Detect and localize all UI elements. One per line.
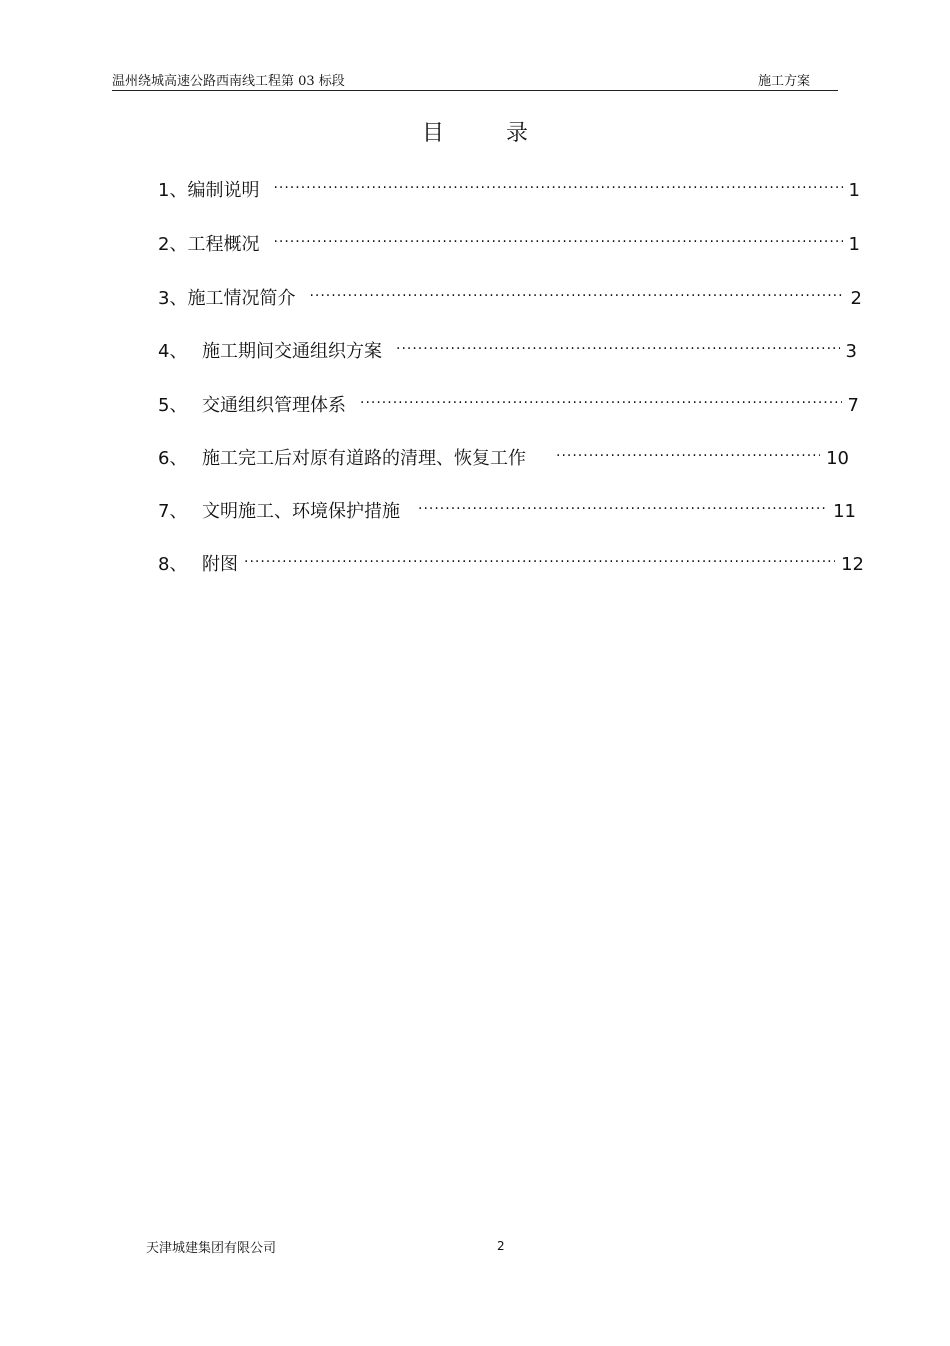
toc-entry-page: 12 <box>841 554 864 575</box>
toc-entry-page: 3 <box>845 341 857 362</box>
toc-dot-leader <box>418 497 827 517</box>
toc-entry-title: 编制说明 <box>187 180 260 201</box>
toc-entry-title: 施工期间交通组织方案 <box>202 341 382 362</box>
toc-entry[interactable] <box>158 337 857 363</box>
toc-entry-page: 1 <box>848 180 860 201</box>
toc-title: 目录 <box>421 121 590 146</box>
footer-company-name: 天津城建集团有限公司 <box>146 1241 277 1256</box>
toc-dot-leader <box>556 444 820 464</box>
toc-entry-title: 施工情况简介 <box>187 288 296 309</box>
header-document-type: 施工方案 <box>757 74 810 89</box>
toc-entry[interactable] <box>158 444 849 470</box>
toc-entry[interactable] <box>158 391 859 417</box>
toc-entry-number: 6、 <box>158 448 188 469</box>
toc-entry-number: 3、 <box>158 288 188 309</box>
toc-entry[interactable] <box>158 284 862 310</box>
toc-entry-title: 附图 <box>202 554 238 575</box>
toc-dot-leader <box>309 284 844 304</box>
toc-dot-leader <box>244 550 835 570</box>
toc-entry-title: 交通组织管理体系 <box>202 395 346 416</box>
toc-entry-page: 1 <box>848 234 860 255</box>
toc-dot-leader <box>396 337 840 357</box>
page-header <box>112 68 838 91</box>
toc-dot-leader <box>360 391 842 411</box>
toc-entry[interactable] <box>158 176 860 202</box>
toc-dot-leader <box>273 176 842 196</box>
toc-entry[interactable] <box>158 497 856 523</box>
footer-page-number: 2 <box>497 1239 505 1253</box>
toc-dot-leader <box>273 230 842 250</box>
toc-entry-number: 5、 <box>158 395 188 416</box>
toc-entry-title: 施工完工后对原有道路的清理、恢复工作 <box>202 448 526 469</box>
toc-entry-title: 工程概况 <box>187 234 260 255</box>
toc-entry-number: 8、 <box>158 554 188 575</box>
toc-entry-page: 7 <box>847 395 859 416</box>
toc-entry-number: 1、 <box>158 180 188 201</box>
toc-entry-number: 4、 <box>158 341 188 362</box>
toc-entry-title: 文明施工、环境保护措施 <box>202 501 400 522</box>
toc-entry-number: 7、 <box>158 501 188 522</box>
header-project-title: 温州绕城高速公路西南线工程第 03 标段 <box>112 74 345 89</box>
page-footer <box>0 1237 950 1257</box>
toc-entry[interactable] <box>158 550 864 576</box>
toc-entry-page: 10 <box>826 448 849 469</box>
toc-entry-number: 2、 <box>158 234 188 255</box>
toc-entry-page: 11 <box>833 501 856 522</box>
toc-entry[interactable] <box>158 230 860 256</box>
toc-entry-page: 2 <box>850 288 862 309</box>
